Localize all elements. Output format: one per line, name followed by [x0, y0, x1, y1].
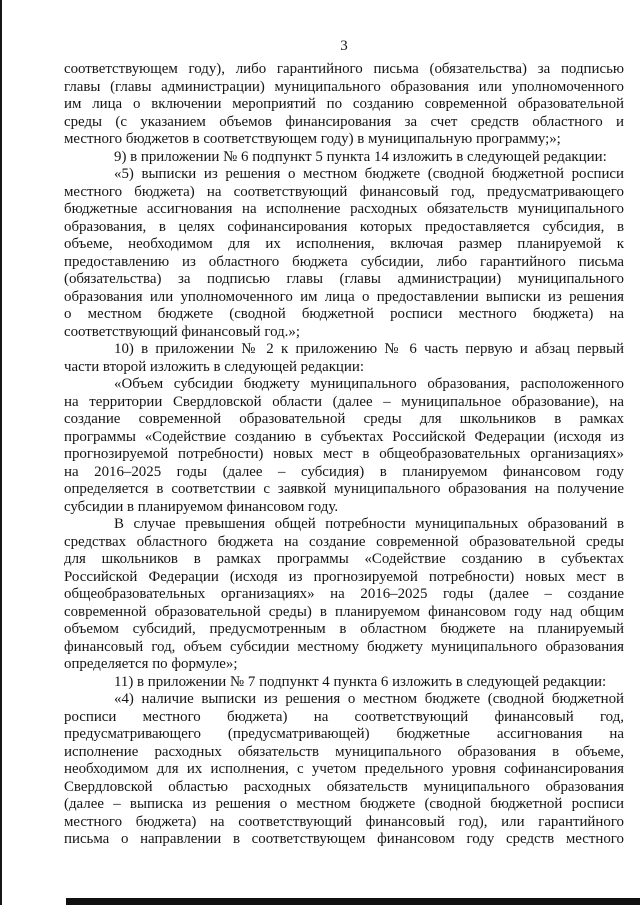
text-line: предусматривающего (предусматривающей) бюджетные ассигнования на	[64, 726, 624, 742]
text-line: на 2016–2025 годы (далее – субсидия) в планируемом финансовом году	[64, 463, 624, 480]
text-line: для школьников в рамках программы «Содействие созданию в субъектах	[64, 551, 624, 567]
text-line: современной образовательной среды) в планируемом финансовом году над общим	[64, 603, 624, 620]
text-line: образования или уполномоченного им лица о предоставлении выписки из решения	[64, 288, 624, 305]
text-line: В случае превышения общей потребности муниципальных образований в	[114, 516, 624, 532]
text-line: исполнение расходных обязательств муниципального образования в объеме,	[64, 743, 624, 760]
text-line: местного бюджета) на соответствующий финансовый год, предусматривающего	[64, 183, 624, 200]
text-line: местного бюджета) на соответствующий финансовый год), или гарантийного	[64, 813, 624, 830]
text-line: объемом субсидий, предусмотренным в областном бюджете на планируемый	[64, 621, 624, 637]
text-line: «5) выписки из решения о местном бюджете (сводной бюджетной росписи	[114, 166, 624, 182]
text-line: «4) наличие выписки из решения о местном бюджете (сводной бюджетной	[114, 691, 624, 707]
scan-edge-bottom-bar	[66, 898, 640, 905]
text-line: создание современной образовательной среды для школьников в рамках	[64, 411, 624, 427]
text-line: 9) в приложении № 6 подпункт 5 пункта 14 изложить в следующей редакции:	[114, 148, 607, 165]
text-line: на территории Свердловской области (далее – муниципальное образование), на	[64, 393, 624, 410]
text-line: письма о направлении в соответствующем финансовом году средств местного	[64, 831, 624, 847]
page-number: 3	[340, 38, 348, 54]
text-line: Свердловской областью расходных обязательств муниципального образования	[64, 778, 624, 795]
scan-edge-left-line	[0, 0, 2, 905]
text-line: образования, в целях софинансирования которых предоставляется субсидия, в	[64, 218, 624, 235]
text-line: о местном бюджете (сводной бюджетной росписи местного бюджета) на	[64, 306, 624, 322]
text-line: определяется по формуле»;	[64, 656, 238, 672]
text-line: финансовый год, объем субсидии местному бюджету муниципального образования	[64, 638, 624, 655]
text-line: бюджетные ассигнования на исполнение расходных обязательств муниципального	[64, 201, 624, 217]
text-line: главы (главы администрации) муниципального образования или уполномоченного	[64, 78, 624, 95]
text-line: среды (с указанием объемов финансирования за счет средств областного и	[64, 113, 624, 130]
text-line: общеобразовательных организациях» на 2016–2025 годы (далее – создание	[64, 586, 624, 602]
text-line: 10) в приложении № 2 к приложению № 6 часть первую и абзац первый	[114, 341, 624, 357]
text-line: прогнозируемой потребности) новых мест в общеобразовательных организациях»	[64, 446, 624, 462]
text-line: программы «Содействие созданию в субъектах Российской Федерации (исходя из	[64, 428, 624, 445]
text-line: росписи местного бюджета) на соответствующий финансовый год,	[64, 708, 624, 725]
text-line: Российской Федерации (исходя из прогнозируемой потребности) новых мест в	[64, 568, 624, 585]
text-line: соответствующий финансовый год.»;	[64, 323, 300, 340]
text-line: необходимом для их исполнения, с учетом предельного уровня софинансирования	[64, 761, 624, 777]
text-line: предоставлению из областного бюджета субсидии, либо гарантийного письма	[64, 253, 624, 270]
document-text-block	[64, 61, 624, 849]
text-line: объеме, необходимом для их исполнения, включая размер планируемой к	[64, 236, 624, 252]
text-line: (обязательства) за подписью главы (главы администрации) муниципального	[64, 271, 624, 287]
text-line: части второй изложить в следующей редакции:	[64, 358, 364, 375]
text-line: (далее – выписка из решения о местном бюджете (сводной бюджетной росписи	[64, 796, 624, 812]
text-line: определяется в соответствии с заявкой муниципального образования на получение	[64, 481, 624, 497]
text-line: 11) в приложении № 7 подпункт 4 пункта 6 изложить в следующей редакции:	[114, 673, 607, 690]
text-line: им лица о включении мероприятий по созданию современной образовательной	[64, 96, 624, 112]
text-line: местного бюджетов в соответствующем году) в муниципальную программу;»;	[64, 131, 561, 147]
text-line: «Объем субсидии бюджету муниципального образования, расположенного	[114, 376, 624, 392]
text-line: соответствующем году), либо гарантийного письма (обязательства) за подписью	[64, 61, 624, 77]
text-line: субсидии в планируемом финансовом году.	[64, 498, 339, 515]
text-line: средствах областного бюджета на создание современной образовательной среды	[64, 533, 624, 550]
